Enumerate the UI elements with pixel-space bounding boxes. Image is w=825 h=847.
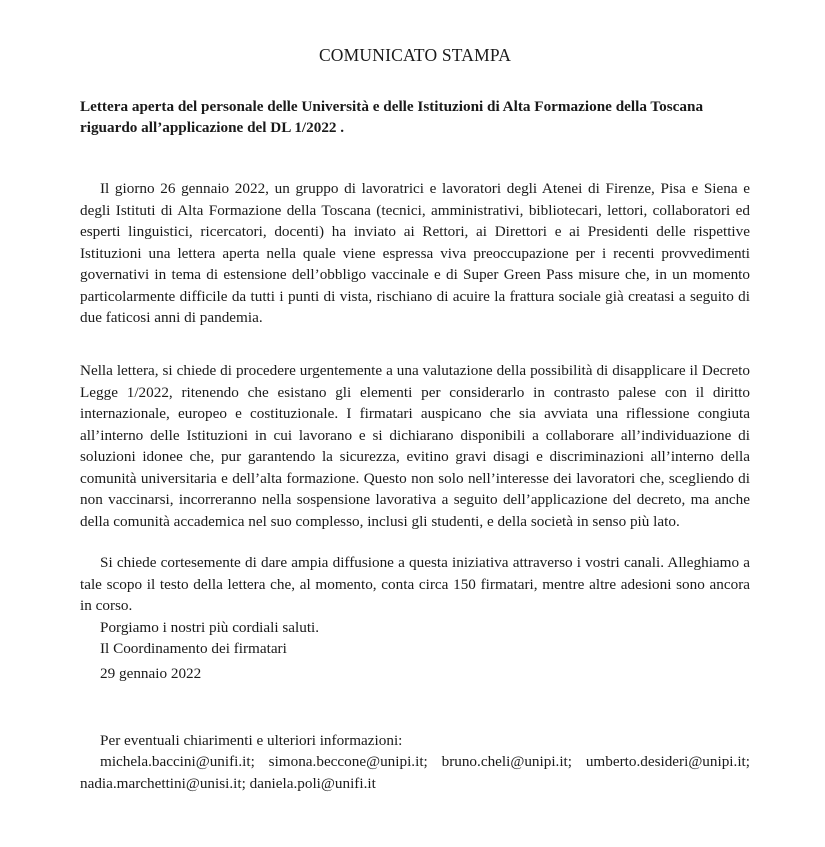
info-label: Per eventuali chiarimenti e ulteriori informazioni: <box>100 732 403 749</box>
paragraph-1: Il giorno 26 gennaio 2022, un gruppo di lavoratrici e lavoratori degli Atenei di Firenze, Pisa e Siena e degli Istituti di Alta Formazione della Toscana (tecnici, amministrativi, bibliotecari, lettori, collaboratori ed esperti linguistici, ricercatori, docenti) ha inviato ai Rettori, ai Direttori e ai Presidenti delle rispettive Istituzioni una lettera aperta nella quale viene espressa viva preoccupazione per i recenti provvedimenti governativi in tema di estensione dell’obbligo vaccinale e di Super Green Pass misure che, in un momento particolarmente difficile da tutti i punti di vista, rischiano di acuire la frattura sociale già creatasi a seguito di due faticosi anni di pandemia. <box>80 180 750 326</box>
date-line: 29 gennaio 2022 <box>100 665 202 682</box>
signature-line: Il Coordinamento dei firmatari <box>100 640 287 657</box>
document-subtitle: Lettera aperta del personale delle Università e delle Istituzioni di Alta Formazione della Toscana riguardo all’applicazione del DL 1/2022 . <box>80 98 704 136</box>
paragraph-3: Si chiede cortesemente di dare ampia diffusione a questa iniziativa attraverso i vostri canali. Alleghiamo a tale scopo il testo della lettera che, al momento, conta circa 150 firmatari, mentre altre adesioni sono ancora in corso. <box>80 554 750 614</box>
paragraph-2: Nella lettera, si chiede di procedere urgentemente a una valutazione della possibilità di disapplicare il Decreto Legge 1/2022, ritenendo che esistano gli elementi per considerarlo in contrasto palese con il diritto internazionale, europeo e costituzionale. I firmatari auspicano che sia avviata una riflessione congiuta all’interno delle Istituzioni in cui lavorano e si dichiarano disponibili a collaborare all’individuazione di soluzioni idonee che, pur garantendo la sicurezza, evitino gravi disagi e discriminazioni all’interno della comunità universitaria e dell’alta formazione. Questo non solo nell’interesse dei lavoratori che, scegliendo di non vaccinarsi, incorreranno nella sospensione lavorativa a seguito dell’applicazione del decreto, ma anche della comunità accademica nel suo complesso, inclusi gli studenti, e della società in senso più lato. <box>80 362 750 530</box>
contact-emails: michela.baccini@unifi.it; simona.beccone@unipi.it; bruno.cheli@unipi.it; umberto.desideri@unipi.it; nadia.marchettini@unisi.it; daniela.poli@unifi.it <box>80 753 750 792</box>
document-title: COMUNICATO STAMPA <box>318 45 512 65</box>
closing-line: Porgiamo i nostri più cordiali saluti. <box>100 619 320 636</box>
